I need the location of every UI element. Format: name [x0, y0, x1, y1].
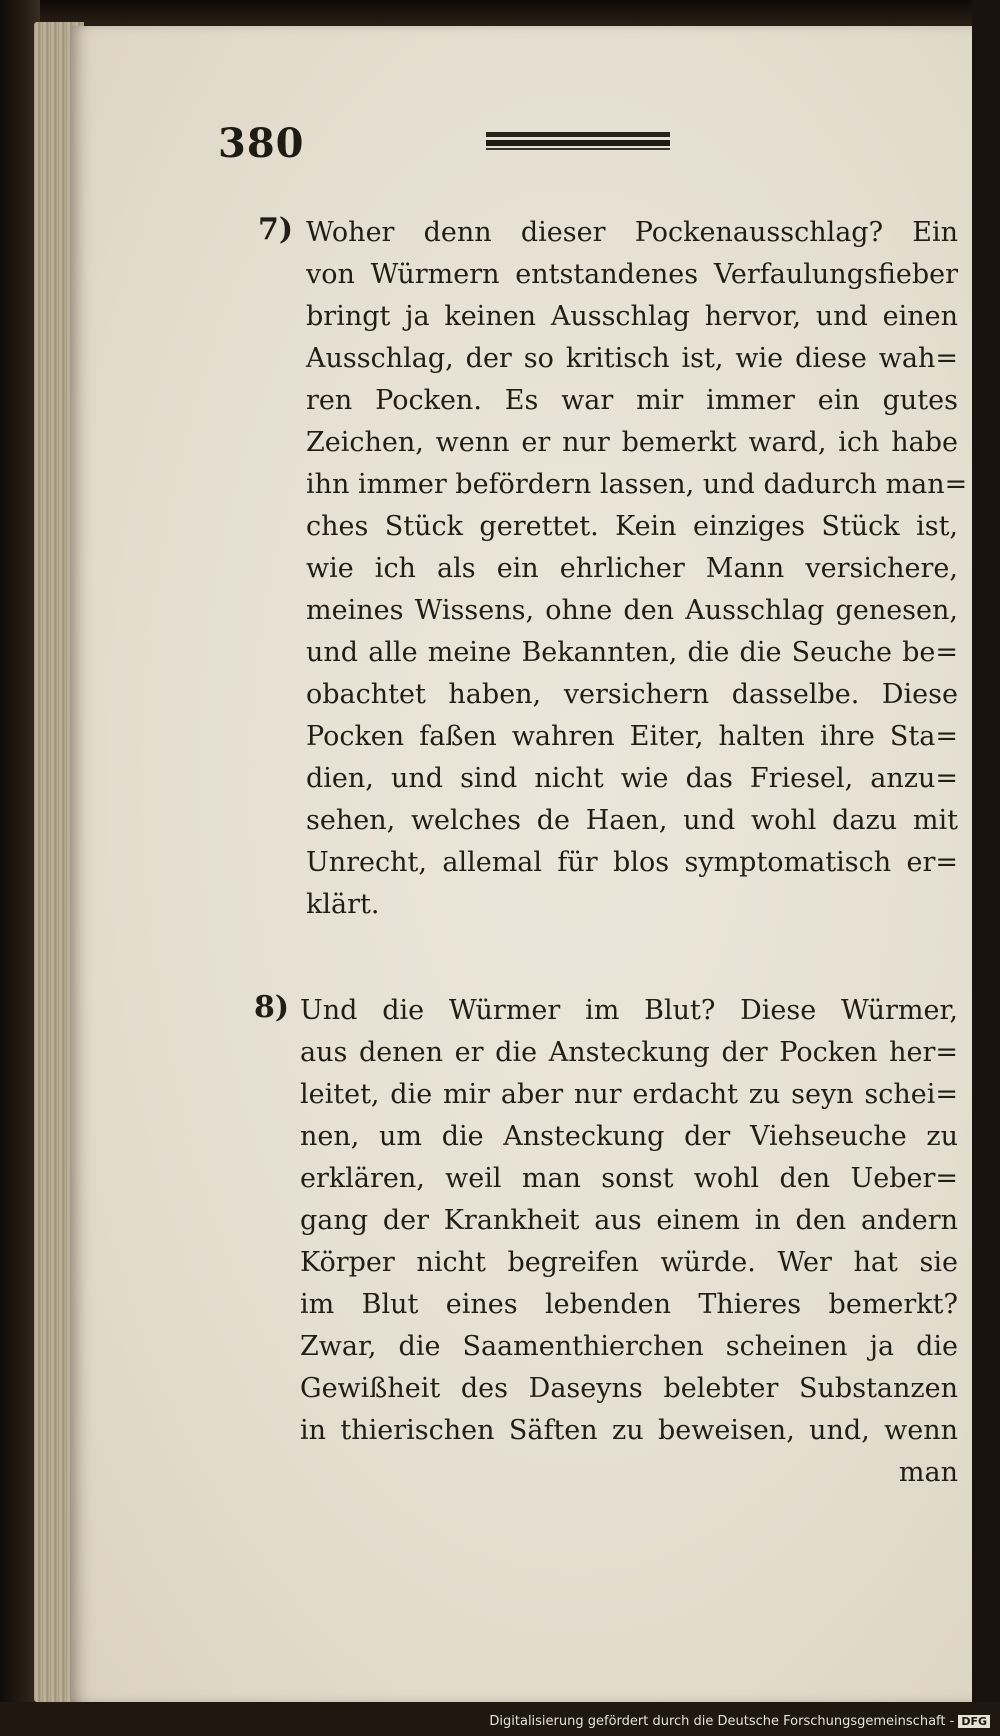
text-line: Zeichen, wenn er nur bemerkt ward, ich habe: [306, 427, 958, 458]
text-line: Unrecht, allemal für blos symptomatisch er=: [306, 847, 958, 878]
paragraph-marker: 8): [254, 990, 290, 1025]
text-line: dien, und sind nicht wie das Friesel, anzu=: [306, 763, 958, 794]
catchword: man: [898, 1457, 958, 1488]
text-line: nen, um die Ansteckung der Viehseuche zu: [300, 1121, 958, 1152]
paragraph-8: [254, 990, 958, 1494]
text-line: von Würmern entstandenes Verfaulungsfieber: [306, 259, 958, 290]
text-line: sehen, welches de Haen, und wohl dazu mit: [306, 805, 958, 836]
text-line: obachtet haben, versichern dasselbe. Diese: [306, 679, 958, 710]
text-line: bringt ja keinen Ausschlag hervor, und einen: [306, 301, 958, 332]
text-line: Woher denn dieser Pockenausschlag? Ein: [306, 217, 958, 248]
text-line: ches Stück gerettet. Kein einziges Stück ist,: [306, 511, 958, 542]
text-line: erklären, weil man sonst wohl den Ueber=: [300, 1163, 958, 1194]
paragraph-7: [258, 212, 968, 926]
text-line: wie ich als ein ehrlicher Mann versichere,: [306, 553, 958, 584]
digitization-credit: [0, 1714, 990, 1729]
text-line: ren Pocken. Es war mir immer ein gutes: [306, 385, 958, 416]
text-line: und alle meine Bekannten, die die Seuche be=: [306, 637, 958, 668]
text-line: klärt.: [306, 889, 380, 920]
dfg-logo-icon: DFG: [958, 1715, 990, 1728]
text-line: meines Wissens, ohne den Ausschlag genesen,: [306, 595, 958, 626]
page-number: 380: [218, 120, 305, 167]
text-line: im Blut eines lebenden Thieres bemerkt?: [300, 1289, 958, 1320]
text-line: Zwar, die Saamenthierchen scheinen ja die: [300, 1331, 958, 1362]
text-line: gang der Krankheit aus einem in den andern: [300, 1205, 958, 1236]
text-line: Körper nicht begreifen würde. Wer hat sie: [300, 1247, 958, 1278]
text-line: aus denen er die Ansteckung der Pocken her=: [300, 1037, 958, 1068]
header-rule: [486, 132, 670, 152]
text-line: Gewißheit des Daseyns belebter Substanzen: [300, 1373, 958, 1404]
text-line: Pocken faßen wahren Eiter, halten ihre Sta=: [306, 721, 958, 752]
text-line: leitet, die mir aber nur erdacht zu seyn schei=: [300, 1079, 958, 1110]
book-board-edge: [972, 0, 1000, 1736]
text-line: Ausschlag, der so kritisch ist, wie diese wah=: [306, 343, 958, 374]
text-line: Und die Würmer im Blut? Diese Würmer,: [300, 995, 958, 1026]
text-line: ihn immer befördern lassen, und dadurch man=: [306, 469, 968, 500]
background-top: [0, 0, 1000, 28]
paragraph-marker: 7): [258, 212, 294, 247]
text-line: in thierischen Säften zu beweisen, und, wenn: [300, 1415, 958, 1446]
credit-text: Digitalisierung gefördert durch die Deutsche Forschungsgemeinschaft -: [489, 1714, 955, 1729]
